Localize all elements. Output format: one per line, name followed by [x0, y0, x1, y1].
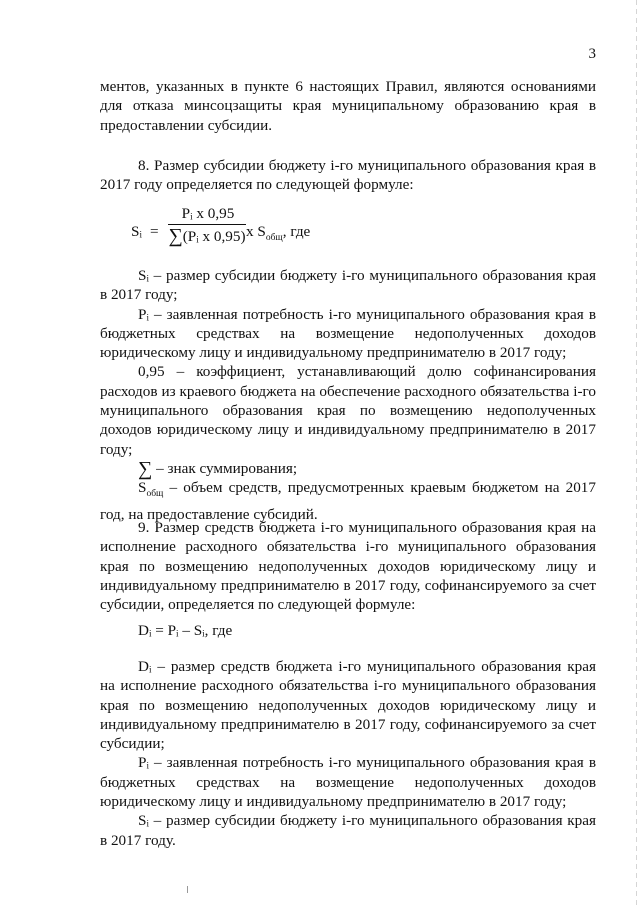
- formula-1-suffix: , где: [282, 223, 311, 240]
- definition-sum-text: – знак суммирования;: [156, 459, 298, 477]
- scan-mark: [187, 886, 188, 893]
- formula-1-numerator: Pᵢ x 0,95: [168, 204, 246, 225]
- sigma-symbol: ∑: [138, 457, 153, 480]
- paragraph-8: [100, 156, 596, 195]
- formula-1-fraction: [168, 204, 246, 249]
- sigma-symbol: ∑: [168, 225, 183, 247]
- page-number: 3: [588, 46, 596, 62]
- definition-s: Sᵢ – размер субсидии бюджету i-го муниципального образования края в 2017 году;: [100, 267, 596, 304]
- formula-1-equals: =: [150, 223, 159, 240]
- definition-p: Pᵢ – заявленная потребность i-го муниципального образования края в бюджетных средствах на возмещение недополученных доходов юридическому лицу и индивидуальному предпринимателю в 2017 году;: [100, 305, 596, 362]
- definition-p2: Pᵢ – заявленная потребность i-го муниципального образования края в бюджетных средствах на возмещение недополученных доходов юридическому лицу и индивидуальному предпринимателю в 2017 году;: [100, 754, 596, 811]
- formula-1-rhs: [246, 222, 310, 248]
- definition-total-text: – объем средств, предусмотренных краевым бюджетом на 2017 год, на предоставление субсидий.: [100, 479, 596, 523]
- paragraph-text: 8. Размер субсидии бюджету i-го муниципального образования края в 2017 году определяется по следующей формуле:: [100, 157, 596, 194]
- formula-1-denominator: (Pᵢ x 0,95): [182, 228, 246, 245]
- definition-total-symbol: S: [138, 479, 147, 497]
- definition-s2: Sᵢ – размер субсидии бюджету i-го муниципального образования края в 2017 году.: [100, 812, 596, 849]
- formula-1-denominator-wrap: [168, 225, 246, 249]
- definition-d: Dᵢ – размер средств бюджета i-го муниципального образования края на исполнение расходного обязательства i-го муниципального образования края по возмещению недополученных доходов юридическому лицу и индивидуальному предпринимателю в 2017 году, софинансируемого за счет субсидии;: [100, 658, 596, 753]
- formula-2: Dᵢ = Pᵢ – Sᵢ, где: [138, 622, 233, 639]
- formula-1-lhs: Sᵢ: [131, 223, 142, 240]
- definition-sum: [100, 459, 596, 478]
- scan-edge-line: [636, 0, 637, 905]
- definitions-block-1: [100, 266, 596, 524]
- paragraph-text: 9. Размер средств бюджета i-го муниципального образования края на исполнение расходного обязательства i-го муниципального образования края по возмещению недополученных доходов юридическому лицу и индивидуальному предпринимателю в 2017 году, софинансируемого за счет субсидии, определяется по следующей формуле:: [100, 519, 596, 614]
- paragraph-9: [100, 518, 596, 614]
- formula-1-times: x S: [246, 223, 266, 240]
- definition-coefficient: 0,95 – коэффициент, устанавливающий долю софинансирования расходов из краевого бюджета на обеспечение расходного обязательства i-го муниципального образования края по возмещению недополученных доходов юридическому лицу и индивидуальному предпринимателю в 2017 году;: [100, 363, 596, 458]
- paragraph-continuation: [100, 77, 596, 135]
- definition-total-subscript: общ: [146, 489, 164, 500]
- formula-1-subscript: общ: [265, 233, 283, 243]
- paragraph-text: ментов, указанных в пункте 6 настоящих Правил, являются основаниями для отказа минсоцзащиты края муниципальному образованию края в предоставлении субсидии.: [100, 78, 596, 134]
- definitions-block-2: [100, 657, 596, 850]
